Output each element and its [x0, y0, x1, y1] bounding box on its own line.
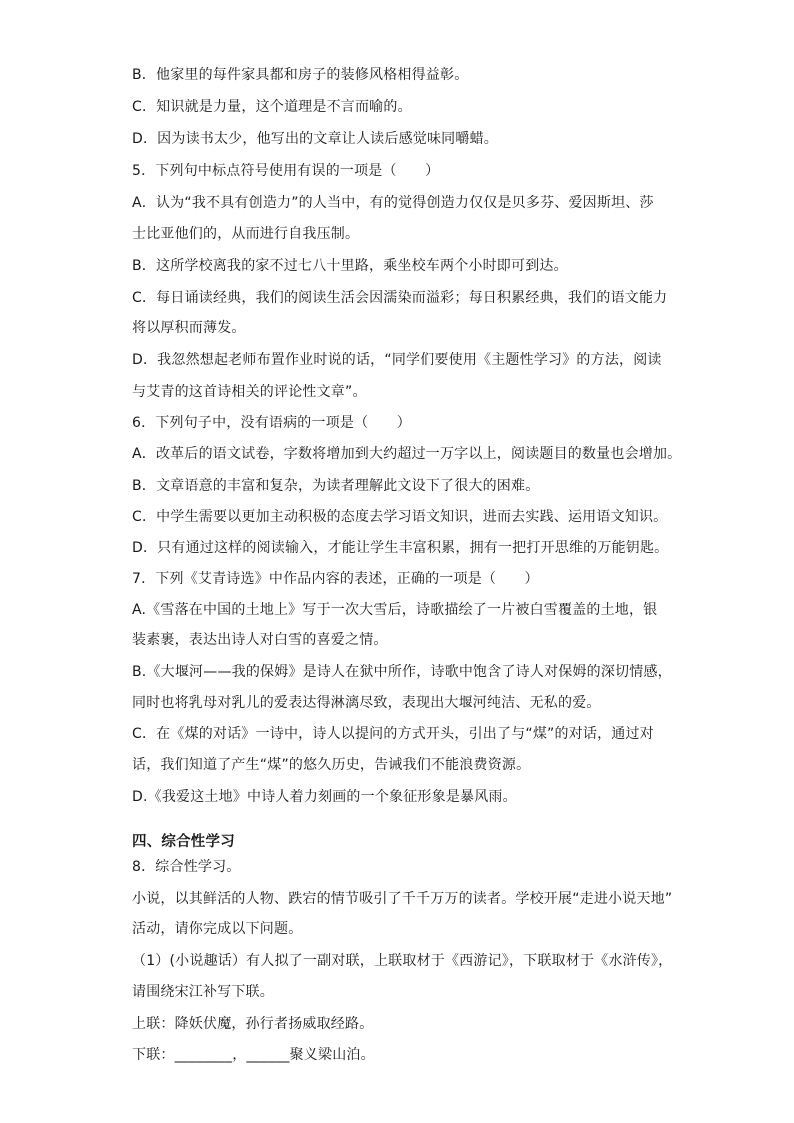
option-b-q7-line1: B.《大堰河——我的保姆》是诗人在狱中所作，诗歌中饱含了诗人对保姆的深切情感， — [132, 664, 672, 680]
option-d-q6: D．只有通过这样的阅读输入，才能让学生丰富积累，拥有一把打开思维的万能钥匙。 — [132, 540, 669, 556]
intro-line2: 活动，请你完成以下问题。 — [132, 921, 303, 937]
option-d-q5-line2: 与艾青的这首诗相关的评论性文章”。 — [132, 384, 367, 400]
option-b-q7-line2: 同时也将乳母对乳儿的爱表达得淋漓尽致，表现出大堰河纯洁、无私的爱。 — [132, 695, 601, 711]
option-d-q4: D．因为读书太少，他写出的文章让人读后感觉味同嚼蜡。 — [132, 131, 498, 147]
option-c-q5-line2: 将以厚积而薄发。 — [132, 320, 246, 336]
option-c-q4: C．知识就是力量，这个道理是不言而喻的。 — [132, 99, 412, 115]
option-a-q5-line1: A．认为“我不具有创造力”的人当中，有的觉得创造力仅仅是贝多芬、爱因斯坦、莎 — [132, 195, 654, 211]
subquestion-1-line1: （1）(小说趣话）有人拟了一副对联，上联取材于《西游记》，下联取材于《水浒传》， — [132, 953, 673, 969]
option-a-q6: A．改革后的语文试卷，字数将增加到大约超过一万字以上，阅读题目的数量也会增加。 — [132, 446, 682, 462]
option-c-q7-line2: 话，我们知道了产生“煤”的悠久历史，告诫我们不能浪费资源。 — [132, 757, 531, 773]
question-8: 8．综合性学习。 — [132, 859, 241, 875]
option-a-q7-line2: 装素裹，表达出诗人对白雪的喜爱之情。 — [132, 632, 388, 648]
option-b-q4: B．他家里的每件家具都和房子的装修风格相得益彰。 — [132, 67, 469, 83]
question-6: 6．下列句子中，没有语病的一项是（ ） — [132, 415, 411, 431]
option-c-q7-line1: C．在《煤的对话》一诗中，诗人以提问的方式开头，引出了与“煤”的对话，通过对 — [132, 726, 654, 742]
option-c-q6: C．中学生需要以更加主动积极的态度去学习语文知识，进而去实践、运用语文知识。 — [132, 509, 668, 525]
subquestion-1-line2: 请围绕宋江补写下联。 — [132, 984, 274, 1000]
couplet-upper: 上联：降妖伏魔，孙行者扬威取经路。 — [132, 1016, 374, 1032]
question-5: 5．下列句中标点符号使用有误的一项是（ ） — [132, 163, 440, 179]
option-d-q5-line1: D．我忽然想起老师布置作业时说的话，“同学们要使用《主题性学习》的方法，阅读 — [132, 352, 662, 368]
option-c-q5-line1: C．每日诵读经典，我们的阅读生活会因濡染而溢彩；每日积累经典，我们的语文能力 — [132, 290, 668, 306]
option-b-q5: B．这所学校离我的家不过七八十里路，乘坐校车两个小时即可到达。 — [132, 258, 568, 274]
intro-line1: 小说，以其鲜活的人物、跌宕的情节吸引了千千万万的读者。学校开展“走进小说天地” — [132, 891, 673, 907]
option-a-q7-line1: A.《雪落在中国的土地上》写于一次大雪后，诗歌描绘了一片被白雪覆盖的土地，银 — [132, 602, 658, 618]
question-7: 7．下列《艾青诗选》中作品内容的表述，正确的一项是（ ） — [132, 571, 539, 587]
option-b-q6: B．文章语意的丰富和复杂，为读者理解此文设下了很大的困难。 — [132, 478, 540, 494]
option-d-q7: D.《我爱这土地》中诗人着力刻画的一个象征形象是暴风雨。 — [132, 789, 517, 805]
section-heading: 四、综合性学习 — [132, 834, 235, 850]
option-a-q5-line2: 士比亚他们的，从而进行自我压制。 — [132, 226, 360, 242]
couplet-lower: 下联：________，______聚义梁山泊。 — [132, 1047, 375, 1063]
